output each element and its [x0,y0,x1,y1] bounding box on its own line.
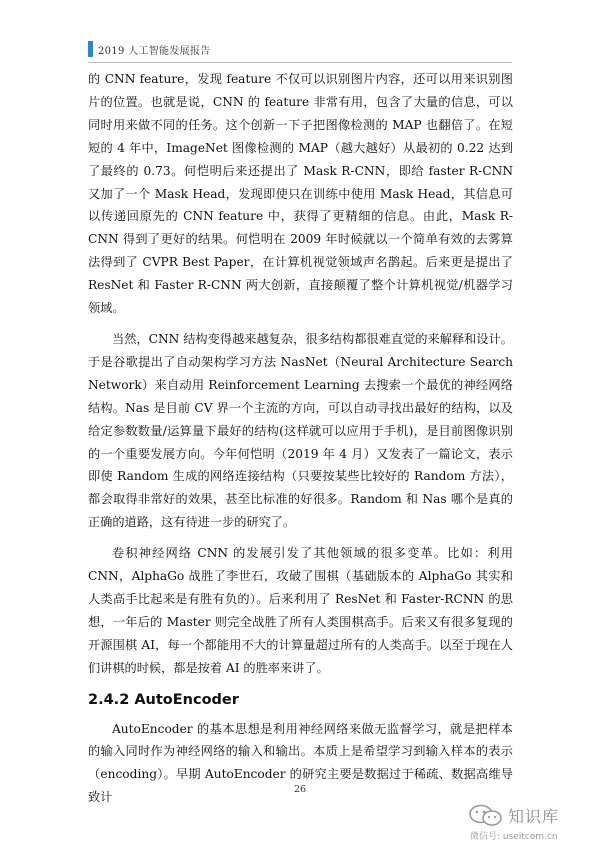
watermark-subtitle: 微信号: useitcom.cn [470,832,558,842]
running-header [88,41,211,57]
header-divider [88,62,512,63]
paragraph-alphago: 卷积神经网络 CNN 的发展引发了其他领域的很多变革。比如：利用 CNN，AlphaGo 战胜了李世石，攻破了围棋（基础版本的 AlphaGo 其实和人类高手比起来是有胜有负的）。后来利用了 ResNet 和 Faster-RCNN 的思想，一年后的 Master 则完全战胜了所有人类围棋高手。后来又有很多复现的开源围棋 AI，每一个都能用不大的计算量超过所有的人类高手。以至于现在人们讲棋的时候，都是按着 AI 的胜率来讲了。 [88,546,513,675]
page-number: 26 [293,784,307,795]
paragraph-continued: 的 CNN feature，发现 feature 不仅可以识别图片内容，还可以用来识别图片的位置。也就是说，CNN 的 feature 非常有用，包含了大量的信息，可以同时用来做不同的任务。这个创新一下子把图像检测的 MAP 也翻倍了。在短短的 4 年中，ImageNet 图像检测的 MAP（越大越好）从最初的 0.22 达到了最终的 0.73。何恺明后来还提出了 Mask R-CNN，即给 faster R-CNN 又加了一个 Mask Head，发现即使只在训练中使用 Mask Head，其信息可以传递回原先的 CNN feature 中，获得了更精细的信息。由此，Mask R-CNN 得到了更好的结果。何恺明在 2009 年时候就以一个简单有效的去雾算法得到了 CVPR Best Paper，在计算机视觉领域声名鹊起。后来更是提出了 ResNet 和 Faster R-CNN 两大创新，直接颠覆了整个计算机视觉/机器学习领域。 [88,72,513,316]
wechat-logo-icon [468,804,504,828]
header-title: 2019 人工智能发展报告 [98,45,211,57]
paragraph-autoencoder: AutoEncoder 的基本思想是利用神经网络来做无监督学习，就是把样本的输入同时作为神经网络的输入和输出。本质上是希望学习到输入样本的表示（encoding）。早期 AutoEncoder 的研究主要是数据过于稀疏、数据高维导致计 [88,721,513,805]
paragraph-nasnet: 当然，CNN 结构变得越来越复杂，很多结构都很难直觉的来解释和设计。于是谷歌提出了自动架构学习方法 NasNet（Neural Architecture Search Network）来自动用 Reinforcement Learning 去搜索一个最优的神经网络结构。Nas 是目前 CV 界一个主流的方向，可以自动寻找出最好的结构，以及给定参数数量/运算量下最好的结构(这样就可以应用于手机)，是目前图像识别的一个重要发展方向。今年何恺明（2019 年 4 月）又发表了一篇论文，表示即使 Random 生成的网络连接结构（只要按某些比较好的 Random 方法），都会取得非常好的效果，甚至比标准的好很多。Random 和 Nas 哪个是真的正确的道路，这有待进一步的研究了。 [88,331,513,530]
section-title-autoencoder: 2.4.2 AutoEncoder [88,691,239,708]
watermark-name: 知识库 [508,807,560,826]
page-content [88,68,513,809]
watermark [468,802,594,842]
header-accent-bar [88,41,93,57]
